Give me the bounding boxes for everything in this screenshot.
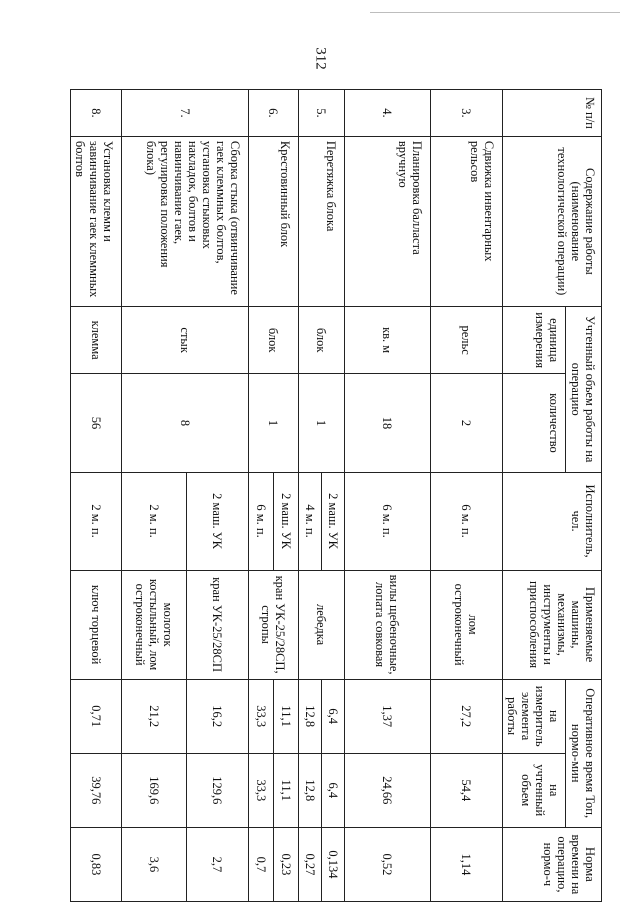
cell-per-volume: 24,66 [345,753,431,827]
cell-per-volume: 169,6 [122,753,187,827]
cell-per-volume: 11,1 [274,753,299,827]
cell-per-volume: 12,8 [299,753,322,827]
header-performer: Исполнитель, чел. [503,472,602,570]
page-number: 312 [312,47,329,70]
cell-performer: 2 маш. УК [274,472,299,570]
cell-performer: 2 м. п. [71,472,122,570]
cell-num: 6. [249,90,299,137]
cell-performer: 2 маш. УК [322,472,345,570]
cell-content: Установка клемм и завинчивание гаек клеммных болтов [71,136,122,306]
cell-unit: блок [249,306,299,374]
cell-norm: 3,6 [122,827,187,901]
cell-norm: 2,7 [187,827,249,901]
cell-norm: 0,23 [274,827,299,901]
cell-performer: 6 м. п. [431,472,503,570]
cell-per-meter: 0,71 [71,679,122,753]
header-norm: Норма времени на операцию, нормо-ч [503,827,602,901]
cell-quantity: 1 [299,374,345,472]
cell-unit: кв. м [345,306,431,374]
cell-per-meter: 11,1 [274,679,299,753]
cell-machine: вилы щебеночные, лопата совковая [345,570,431,679]
cell-num: 8. [71,90,122,137]
header-per-meter: на измеритель элемента работы [503,679,566,753]
cell-per-meter: 27,2 [431,679,503,753]
cell-machine: ключ торцевой [71,570,122,679]
cell-num: 5. [299,90,345,137]
cell-unit: блок [299,306,345,374]
cell-per-meter: 1,37 [345,679,431,753]
cell-machine: лебедка [299,570,345,679]
cell-per-volume: 39,76 [71,753,122,827]
rotated-table-frame [73,89,602,902]
cell-machine: кран УК-25/28СП [187,570,249,679]
table-row [322,90,345,902]
cell-machine: лом остроконечный [431,570,503,679]
cell-norm: 0,27 [299,827,322,901]
cell-unit: рельс [431,306,503,374]
cell-content: Сдвижка инвентарных рельсов [431,136,503,306]
table-row [71,90,122,902]
header-num: № п/п [503,90,602,137]
cell-norm: 1,14 [431,827,503,901]
header-row-1 [566,90,602,902]
cell-quantity: 2 [431,374,503,472]
table-row [274,90,299,902]
header-time-group: Оперативное время Топ, нормо-мин [566,679,602,827]
scan-edge-line [370,12,620,13]
cell-norm: 0,7 [249,827,274,901]
header-unit: единица измерения [503,306,566,374]
cell-performer: 2 маш. УК [187,472,249,570]
cell-performer: 4 м. п. [299,472,322,570]
cell-performer: 6 м. п. [345,472,431,570]
cell-machine: кран УК-25/28СП, стропы [249,570,299,679]
cell-norm: 0,134 [322,827,345,901]
header-per-volume: на учтенный объем [503,753,566,827]
cell-quantity: 56 [71,374,122,472]
cell-content: Перетяжка блока [299,136,345,306]
cell-unit: клемма [71,306,122,374]
cell-per-volume: 129,6 [187,753,249,827]
cell-machine: молоток костыльный, лом остроконечный [122,570,187,679]
cell-num: 4. [345,90,431,137]
cell-norm: 0,52 [345,827,431,901]
header-machines: Применяемые машины, механизмы, инструменты и приспособления [503,570,602,679]
table-row [345,90,431,902]
cell-per-volume: 33,3 [249,753,274,827]
cell-content: Сборка стыка (отвинчивание гаек клеммных болтов, установка стыковых накладок, болтов и навинчивание гаек, регулировка положения блока) [122,136,249,306]
cell-per-volume: 54,4 [431,753,503,827]
cell-quantity: 1 [249,374,299,472]
cell-num: 7. [122,90,249,137]
cell-per-meter: 33,3 [249,679,274,753]
cell-per-meter: 6,4 [322,679,345,753]
cell-performer: 2 м. п. [122,472,187,570]
table-row [187,90,249,902]
norms-table [70,89,602,902]
cell-norm: 0,83 [71,827,122,901]
cell-per-meter: 21,2 [122,679,187,753]
cell-quantity: 8 [122,374,249,472]
rotated-table-inner [73,89,602,902]
cell-quantity: 18 [345,374,431,472]
cell-content: Крестовинный блок [249,136,299,306]
cell-unit: стык [122,306,249,374]
cell-per-meter: 16,2 [187,679,249,753]
cell-per-volume: 6,4 [322,753,345,827]
cell-per-meter: 12,8 [299,679,322,753]
header-quantity: количество [503,374,566,472]
header-content: Содержание работы (наименование технологической операции) [503,136,602,306]
header-volume-group: Учтенный объем работы на операцию [566,306,602,472]
table-row [431,90,503,902]
cell-num: 3. [431,90,503,137]
cell-content: Планировка балласта вручную [345,136,431,306]
cell-performer: 6 м. п. [249,472,274,570]
